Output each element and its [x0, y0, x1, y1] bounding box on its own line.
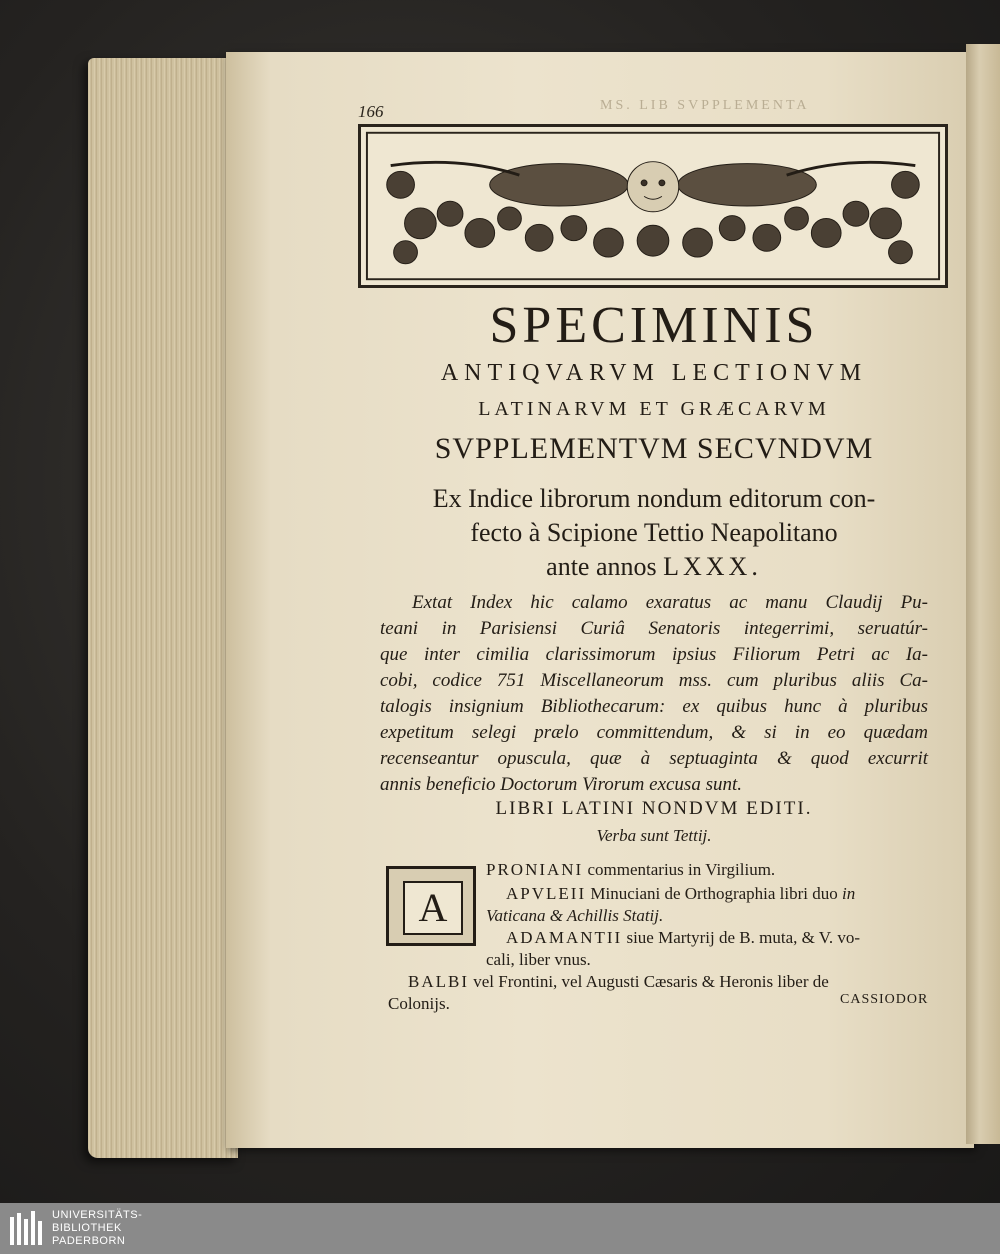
- paragraph-line: que inter cimilia clarissimorum ipsius Filiorum Petri ac Ia-: [380, 644, 928, 665]
- title-antiquarum: ANTIQVARVM LECTIONVM: [440, 360, 868, 386]
- paragraph-line: annis beneficio Doctorum Virorum excusa sunt.: [380, 774, 743, 795]
- page-number: 166: [358, 102, 384, 121]
- title-latinarum: LATINARVM ET GRÆCARVM: [478, 398, 830, 420]
- paragraph-line: teani in Parisiensi Curiâ Senatoris integerrimi, seruatúr-: [380, 618, 928, 639]
- subtitle-line-2: fecto à Scipione Tettio Neapolitano: [470, 518, 838, 547]
- entry-balbus-line2: Colonijs.: [388, 994, 450, 1013]
- title-speciminis: SPECIMINIS: [489, 297, 819, 354]
- entry-adamantius: [506, 928, 860, 948]
- entry-author: BALBI: [408, 972, 469, 991]
- initial-letter: A: [403, 881, 463, 935]
- title-subtitle: [362, 482, 946, 584]
- next-page-edge: [966, 44, 1000, 1144]
- section-heading: LIBRI LATINI NONDVM EDITI.: [495, 798, 813, 819]
- subtitle-ante-annos: ante annos: [546, 552, 664, 581]
- paragraph-line: recenseantur opuscula, quæ à septuaginta & quod excurrit: [380, 748, 928, 769]
- title-supplementum: SVPPLEMENTVM SECVNDVM: [434, 432, 874, 465]
- entry-text: in: [842, 884, 856, 903]
- entry-balbus: [408, 972, 829, 992]
- library-logo-icon: [8, 1209, 44, 1249]
- entry-author: ADAMANTII: [506, 928, 623, 947]
- entry-text: Minuciani de Orthographia libri duo: [590, 884, 838, 903]
- paragraph-line: Extat Index hic calamo exaratus ac manu Claudij Pu-: [412, 592, 928, 613]
- library-name-line: UNIVERSITÄTS-: [52, 1209, 143, 1221]
- cherub-garland-ornament: [361, 127, 945, 285]
- entry-apuleius: [506, 884, 855, 904]
- paragraph-line: expetitum selegi prælo committendum, & si in eo quædam: [380, 722, 928, 743]
- intro-paragraph: [380, 590, 928, 798]
- entry-text: siue Martyrij de B. muta, & V. vo-: [626, 928, 861, 947]
- bleed-through-header: MS. LIB SVPPLEMENTA: [600, 98, 810, 113]
- library-name-line: PADERBORN: [52, 1235, 126, 1247]
- paragraph-line: talogis insignium Bibliothecarum: ex quibus hunc à pluribus: [380, 696, 928, 717]
- paragraph-line: cobi, codice 751 Miscellaneorum mss. cum pluribus aliis Ca-: [380, 670, 928, 691]
- verba-line: Verba sunt Tettij.: [596, 826, 712, 845]
- library-name: [52, 1209, 142, 1248]
- entry-author: PRONIANI: [486, 860, 584, 879]
- subtitle-line-3: [362, 550, 946, 584]
- entry-text: vel Frontini, vel Augusti Cæsaris & Heronis liber de: [473, 972, 829, 991]
- entry-pronianus: [486, 860, 775, 880]
- entry-text: commentarius in Virgilium.: [587, 860, 776, 879]
- catchword: CASSIODOR: [840, 992, 929, 1007]
- entry-apuleius-line2: Vaticana & Achillis Statij.: [486, 906, 664, 925]
- entry-adamantius-line2: cali, liber vnus.: [486, 950, 591, 969]
- decorated-initial: [386, 866, 476, 946]
- entry-author: APVLEII: [506, 884, 587, 903]
- woodcut-headpiece: [358, 124, 948, 288]
- subtitle-numeral: LXXX.: [663, 552, 762, 581]
- library-footer-bar: [0, 1203, 1000, 1254]
- library-name-line: BIBLIOTHEK: [52, 1222, 122, 1234]
- page-edges: [88, 58, 238, 1158]
- subtitle-line-1: Ex Indice librorum nondum editorum con-: [432, 484, 876, 513]
